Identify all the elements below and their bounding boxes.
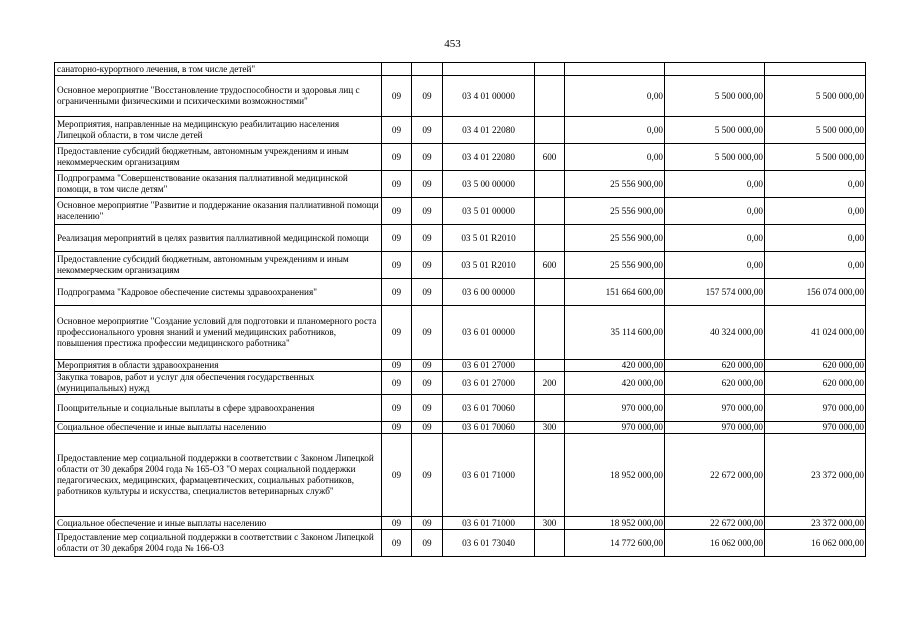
row-amount-1: 0,00 [565,76,665,117]
row-section: 09 [382,279,412,306]
row-amount-1: 970 000,00 [565,395,665,422]
row-expense-type: 200 [535,372,565,395]
row-name: Мероприятия в области здравоохранения [55,360,382,372]
row-amount-1: 25 556 900,00 [565,171,665,198]
table-row [55,63,866,76]
row-name: Основное мероприятие "Создание условий для подготовки и планомерного роста профессионального уровня знаний и умений медицинских работников, повышения престижа профессии медицинского работника" [55,306,382,360]
row-amount-3: 5 500 000,00 [765,144,866,171]
row-amount-1: 970 000,00 [565,422,665,434]
row-amount-2: 5 500 000,00 [665,76,765,117]
table-row [55,279,866,306]
row-name: Социальное обеспечение и иные выплаты населению [55,422,382,434]
row-expense-type [535,198,565,225]
row-subsection: 09 [412,171,443,198]
table-row [55,360,866,372]
row-target-article: 03 5 00 00000 [443,171,535,198]
row-amount-1: 151 664 600,00 [565,279,665,306]
row-section: 09 [382,517,412,530]
row-section: 09 [382,252,412,279]
row-amount-1: 18 952 000,00 [565,517,665,530]
row-subsection: 09 [412,395,443,422]
row-amount-2: 16 062 000,00 [665,530,765,557]
row-amount-3: 5 500 000,00 [765,117,866,144]
row-amount-1: 14 772 600,00 [565,530,665,557]
row-target-article: 03 6 01 73040 [443,530,535,557]
row-section: 09 [382,144,412,171]
row-expense-type: 600 [535,252,565,279]
row-subsection: 09 [412,422,443,434]
row-target-article: 03 6 01 00000 [443,306,535,360]
row-subsection: 09 [412,372,443,395]
row-amount-2: 22 672 000,00 [665,434,765,517]
row-expense-type [535,530,565,557]
table-row [55,198,866,225]
row-section: 09 [382,198,412,225]
table-row [55,117,866,144]
row-target-article: 03 4 01 22080 [443,117,535,144]
row-amount-1 [565,63,665,76]
row-section: 09 [382,422,412,434]
table-row [55,395,866,422]
row-target-article: 03 6 01 71000 [443,517,535,530]
row-amount-2: 0,00 [665,171,765,198]
table-row [55,517,866,530]
table-row [55,306,866,360]
row-amount-3: 5 500 000,00 [765,76,866,117]
row-subsection: 09 [412,279,443,306]
row-amount-2: 5 500 000,00 [665,117,765,144]
table-row [55,171,866,198]
row-amount-2 [665,63,765,76]
row-expense-type [535,306,565,360]
table-row [55,144,866,171]
row-amount-3: 620 000,00 [765,360,866,372]
table-row [55,252,866,279]
table-row [55,422,866,434]
row-expense-type [535,395,565,422]
row-section: 09 [382,360,412,372]
row-amount-3: 23 372 000,00 [765,517,866,530]
row-subsection: 09 [412,198,443,225]
table-row [55,530,866,557]
row-section: 09 [382,306,412,360]
row-target-article: 03 6 00 00000 [443,279,535,306]
row-subsection: 09 [412,530,443,557]
row-expense-type: 600 [535,144,565,171]
row-amount-1: 35 114 600,00 [565,306,665,360]
row-amount-1: 0,00 [565,144,665,171]
row-subsection: 09 [412,144,443,171]
row-section: 09 [382,395,412,422]
row-subsection: 09 [412,117,443,144]
row-amount-2: 620 000,00 [665,372,765,395]
row-amount-3 [765,63,866,76]
row-target-article: 03 5 01 00000 [443,198,535,225]
table-row [55,434,866,517]
row-amount-2: 970 000,00 [665,422,765,434]
row-expense-type [535,117,565,144]
row-amount-1: 25 556 900,00 [565,198,665,225]
row-expense-type [535,434,565,517]
row-name: санаторно-курортного лечения, в том числе детей" [55,63,382,76]
row-name: Предоставление мер социальной поддержки в соответствии с Законом Липецкой области от 30 декабря 2004 года № 166-ОЗ [55,530,382,557]
table-row [55,76,866,117]
row-name: Предоставление мер социальной поддержки в соответствии с Законом Липецкой области от 30 декабря 2004 года № 165-ОЗ "О мерах социальной поддержки педагогических, медицинских, фармацевтических, социальных работников, работников культуры и искусства, специалистов ветеринарных служб" [55,434,382,517]
row-amount-2: 0,00 [665,252,765,279]
row-amount-2: 970 000,00 [665,395,765,422]
row-target-article: 03 6 01 27000 [443,360,535,372]
row-section: 09 [382,171,412,198]
row-amount-1: 25 556 900,00 [565,225,665,252]
row-amount-3: 0,00 [765,171,866,198]
row-target-article: 03 6 01 71000 [443,434,535,517]
row-name: Закупка товаров, работ и услуг для обеспечения государственных (муниципальных) нужд [55,372,382,395]
row-target-article: 03 6 01 27000 [443,372,535,395]
row-name: Реализация мероприятий в целях развития паллиативной медицинской помощи [55,225,382,252]
row-amount-1: 420 000,00 [565,360,665,372]
row-amount-1: 420 000,00 [565,372,665,395]
budget-table [54,62,866,557]
page-number: 453 [444,38,461,50]
row-target-article: 03 4 01 00000 [443,76,535,117]
row-target-article: 03 6 01 70060 [443,422,535,434]
row-expense-type [535,76,565,117]
row-amount-1: 18 952 000,00 [565,434,665,517]
row-amount-2: 0,00 [665,225,765,252]
row-expense-type: 300 [535,422,565,434]
row-amount-2: 0,00 [665,198,765,225]
row-subsection: 09 [412,306,443,360]
row-target-article: 03 5 01 R2010 [443,252,535,279]
row-amount-3: 0,00 [765,225,866,252]
row-name: Основное мероприятие "Восстановление трудоспособности и здоровья лиц с ограниченными физическими и психическими возможностями" [55,76,382,117]
row-expense-type: 300 [535,517,565,530]
row-target-article [443,63,535,76]
row-subsection: 09 [412,225,443,252]
row-name: Поощрительные и социальные выплаты в сфере здравоохранения [55,395,382,422]
row-amount-3: 0,00 [765,252,866,279]
row-amount-1: 0,00 [565,117,665,144]
row-expense-type [535,171,565,198]
row-subsection: 09 [412,517,443,530]
row-amount-3: 0,00 [765,198,866,225]
row-expense-type [535,225,565,252]
row-expense-type [535,279,565,306]
row-amount-2: 40 324 000,00 [665,306,765,360]
row-name: Основное мероприятие "Развитие и поддержание оказания паллиативной помощи населению" [55,198,382,225]
row-subsection: 09 [412,252,443,279]
row-section: 09 [382,76,412,117]
row-section: 09 [382,117,412,144]
row-amount-3: 156 074 000,00 [765,279,866,306]
row-section [382,63,412,76]
row-section: 09 [382,372,412,395]
row-name: Предоставление субсидий бюджетным, автономным учреждениям и иным некоммерческим организациям [55,144,382,171]
row-target-article: 03 5 01 R2010 [443,225,535,252]
row-subsection: 09 [412,76,443,117]
row-subsection: 09 [412,434,443,517]
table-row [55,372,866,395]
row-expense-type [535,360,565,372]
row-subsection: 09 [412,360,443,372]
table-row [55,225,866,252]
row-amount-2: 157 574 000,00 [665,279,765,306]
row-amount-2: 620 000,00 [665,360,765,372]
row-amount-3: 23 372 000,00 [765,434,866,517]
row-amount-2: 5 500 000,00 [665,144,765,171]
row-section: 09 [382,225,412,252]
row-section: 09 [382,434,412,517]
row-amount-3: 620 000,00 [765,372,866,395]
row-target-article: 03 4 01 22080 [443,144,535,171]
row-amount-3: 16 062 000,00 [765,530,866,557]
row-subsection [412,63,443,76]
row-amount-1: 25 556 900,00 [565,252,665,279]
row-expense-type [535,63,565,76]
row-amount-3: 970 000,00 [765,395,866,422]
row-name: Мероприятия, направленные на медицинскую реабилитацию населения Липецкой области, в том числе детей [55,117,382,144]
row-amount-3: 41 024 000,00 [765,306,866,360]
row-amount-2: 22 672 000,00 [665,517,765,530]
row-amount-3: 970 000,00 [765,422,866,434]
row-name: Подпрограмма "Совершенствование оказания паллиативной медицинской помощи, в том числе детям" [55,171,382,198]
row-target-article: 03 6 01 70060 [443,395,535,422]
row-name: Подпрограмма "Кадровое обеспечение системы здравоохранения" [55,279,382,306]
row-section: 09 [382,530,412,557]
row-name: Социальное обеспечение и иные выплаты населению [55,517,382,530]
row-name: Предоставление субсидий бюджетным, автономным учреждениям и иным некоммерческим организациям [55,252,382,279]
